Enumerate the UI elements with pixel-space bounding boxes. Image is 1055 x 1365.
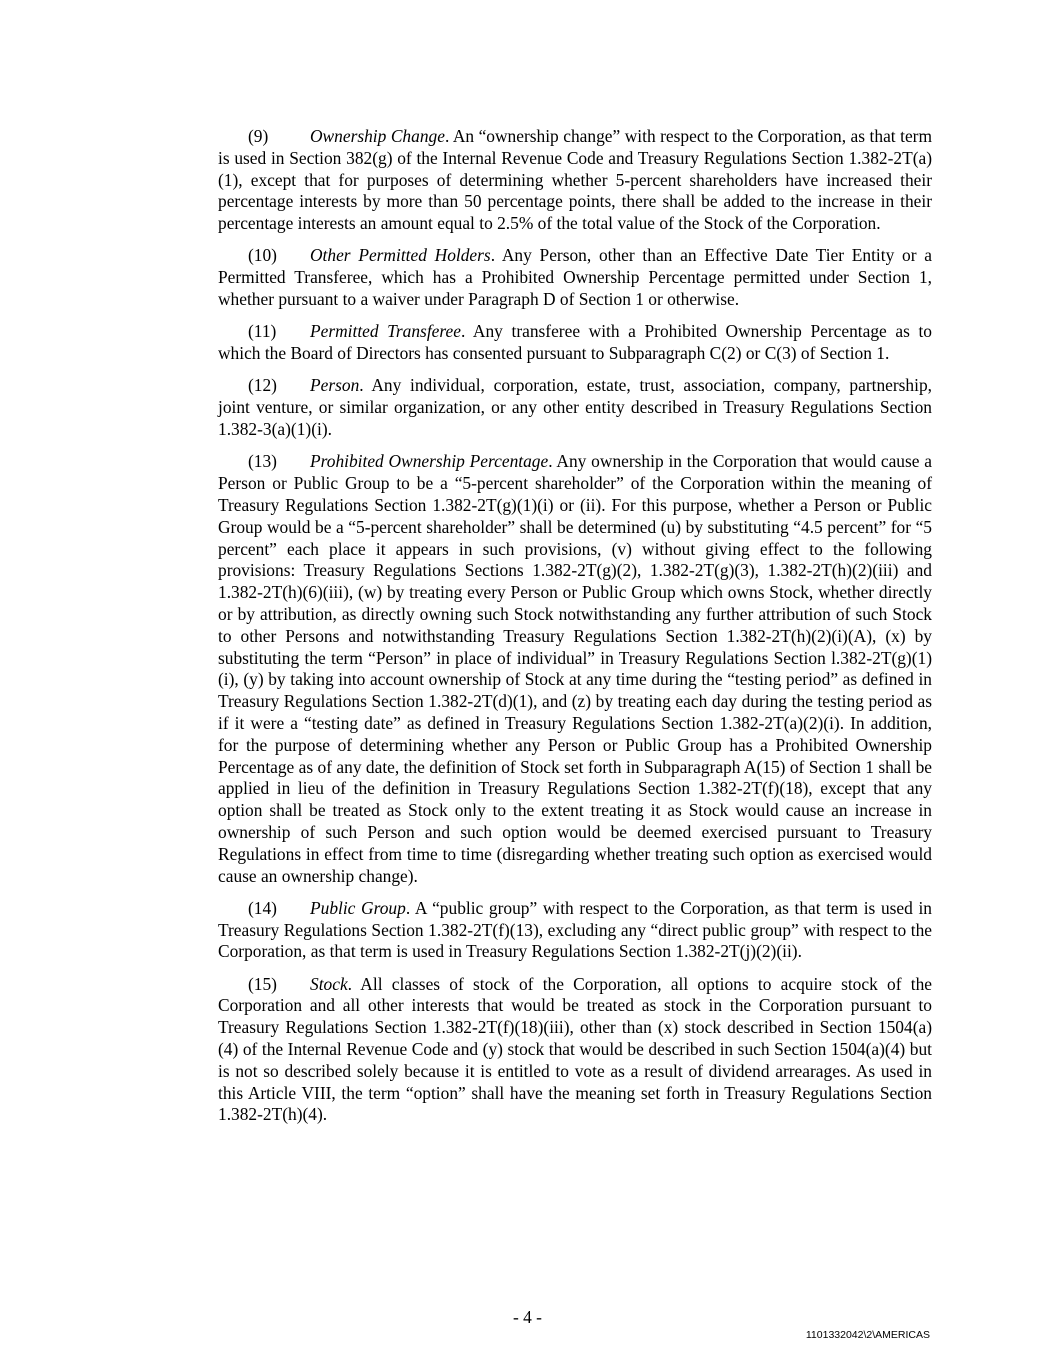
paragraph-number: (13) [248,451,277,472]
definition-text: . Any transferee with a Prohibited Ownership Percentage as to which the Board of Directors has consented pursuant to Subparagraph C(2) or C(3) of Section 1. [218,321,932,364]
definition-paragraph-13 [218,451,932,887]
definitions-body [218,126,932,1137]
document-id: 1101332042\2\AMERICAS [805,1329,930,1341]
definition-paragraph-12 [218,375,932,440]
definition-paragraph-14 [218,898,932,963]
paragraph-number: (15) [248,973,277,994]
defined-term: Prohibited Ownership Percentage [310,451,549,472]
defined-term: Stock [310,973,348,994]
definition-text: . Any Person, other than an Effective Date Tier Entity or a Permitted Transferee, which has a Prohibited Ownership Percentage permitted under Section 1, whether pursuant to a waiver under Paragraph D of Section 1 or otherwise. [218,245,932,310]
definition-paragraph-9 [218,126,932,235]
paragraph-number: (11) [248,321,277,342]
definition-paragraph-15 [218,974,932,1127]
definition-text: . An “ownership change” with respect to the Corporation, as that term is used in Section 382(g) of the Internal Revenue Code and Treasury Regulations Section 1.382-2T(a)(1), except that for purposes of determining whether 5-percent shareholders have increased their percentage interests by more than 50 percentage points, there shall be added to the increase in their percentage interests an amount equal to 2.5% of the total value of the Stock of the Corporation. [218,126,932,234]
paragraph-number: (10) [248,245,277,266]
definition-text: . A “public group” with respect to the Corporation, as that term is used in Treasury Regulations Section 1.382-2T(f)(13), excluding any “direct public group” with respect to the Corporation, as that term is used in Treasury Regulations Section 1.382-2T(j)(2)(ii). [218,897,932,962]
defined-term: Ownership Change [310,126,445,146]
definition-text: . Any ownership in the Corporation that would cause a Person or Public Group to be a “5-percent shareholder” of the Corporation within the meaning of Treasury Regulations Section 1.382-2T(g)(1)(i) or (ii). For this purpose, whether a Person or Public Group would be a “5-percent shareholder” shall be determined (u) by substituting “4.5 percent” for “5 percent” each place it appears in such provisions, (v) without giving effect to the following provisions: Treasury Regulations Sections 1.382-2T(g)(2), 1.382-2T(g)(3), 1.382-2T(h)(2)(iii) and 1.382-2T(h)(6)(iii), (w) by treating every Person or Public Group which owns Stock, whether directly or by attribution, as directly owning such Stock notwithstanding any further attribution of such Stock to other Persons and notwithstanding Treasury Regulations Section 1.382-2T(h)(2)(i)(A), (x) by substituting the term “Person” in place of individual” in Treasury Regulations Section l.382-2T(g)(1)(i), (y) by taking into account ownership of Stock at any time during the “testing period” as defined in Treasury Regulations Section 1.382-2T(d)(1), and (z) by treating each day during the testing period as if it were a “testing date” as defined in Treasury Regulations Section 1.382-2T(a)(2)(i). In addition, for the purpose of determining whether any Person or Public Group has a Prohibited Ownership Percentage as of any date, the definition of Stock set forth in Subparagraph A(15) of Section 1 shall be applied in lieu of the definition in Treasury Regulations Section 1.382-2T(f)(18), except that any option shall be treated as Stock only to the extent treating it as Stock would cause an increase in ownership of such Person and such option would be deemed exercised pursuant to Treasury Regulations in effect from time to time (disregarding whether treating such option as exercised would cause an ownership change). [218,451,932,886]
defined-term: Other Permitted Holders [310,245,491,266]
defined-term: Permitted Transferee [310,321,461,342]
definition-paragraph-11 [218,321,932,365]
page-number: - 4 - [513,1307,542,1327]
paragraph-number: (12) [248,375,277,396]
definition-text: . All classes of stock of the Corporation, all options to acquire stock of the Corporation and all other interests that would be treated as stock in the Corporation pursuant to Treasury Regulations Section 1.382-2T(f)(18)(iii), other than (x) stock described in Section 1504(a)(4) of the Internal Revenue Code and (y) stock that would be described in such Section 1504(a)(4) but is not so described solely because it is entitled to vote as a result of dividend arrearages. As used in this Article VIII, the term “option” shall have the meaning set forth in Treasury Regulations Section 1.382-2T(h)(4). [218,973,932,1125]
definition-text: . Any individual, corporation, estate, trust, association, company, partnership, joint venture, or similar organization, or any other entity described in Treasury Regulations Section 1.382-3(a)(1)(i). [218,375,932,440]
defined-term: Public Group [310,897,406,918]
paragraph-number: (14) [248,897,277,918]
paragraph-number: (9) [248,126,269,146]
defined-term: Person [310,375,360,396]
definition-paragraph-10 [218,245,932,310]
